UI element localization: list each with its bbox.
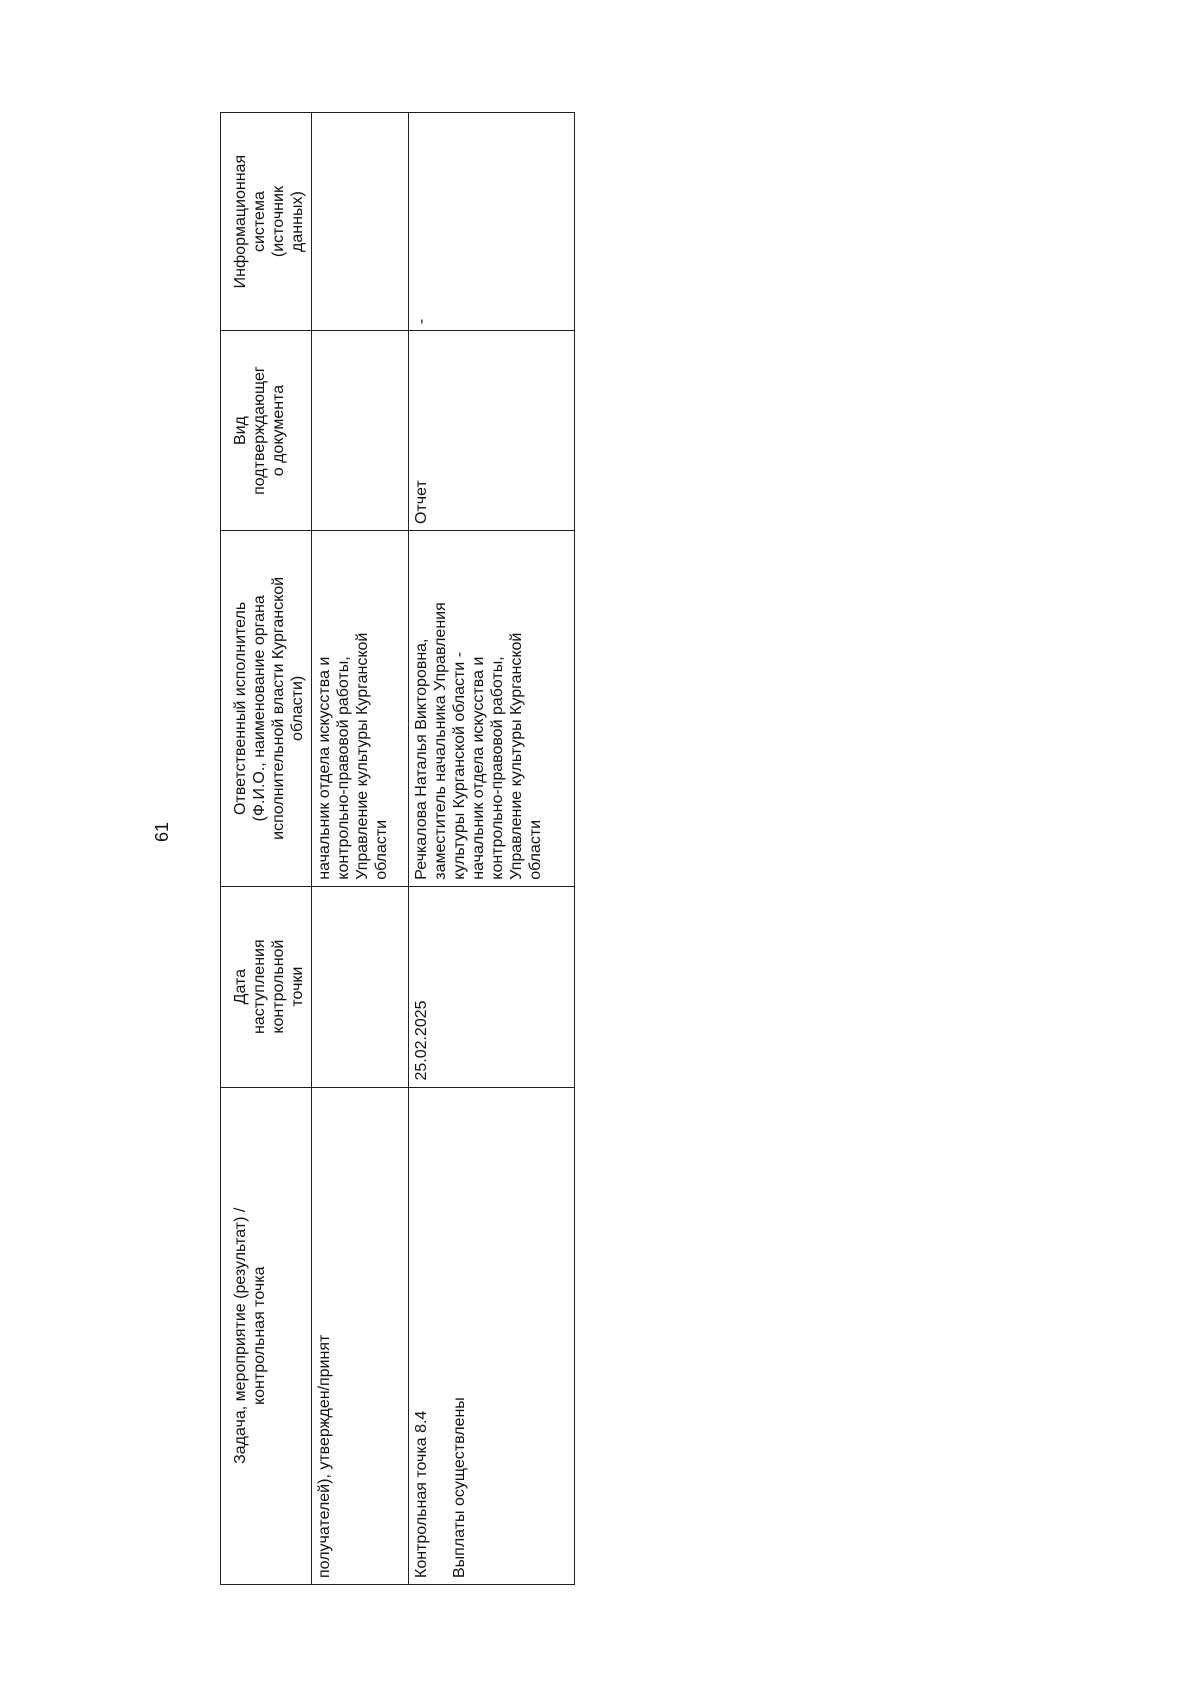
control-point-title: Контрольная точка 8.4 xyxy=(413,1410,431,1578)
table-row xyxy=(409,113,575,1585)
table-row xyxy=(312,113,409,1585)
control-point-text: Выплаты осуществлены xyxy=(451,1397,469,1578)
header-document: Вид подтверждающег о документа xyxy=(221,331,312,531)
cell-date: 25.02.2025 xyxy=(409,886,575,1087)
header-responsible: Ответственный исполнитель (Ф.И.О., наименование органа исполнительной власти Курганской области) xyxy=(221,530,312,886)
cell-responsible: Речкалова Наталья Викторовна, заместитель начальника Управления культуры Курганской области - начальник отдела искусства и контрольно-правовой работы, Управление культуры Курганской области xyxy=(409,530,575,886)
header-task: Задача, мероприятие (результат) / контрольная точка xyxy=(221,1087,312,1584)
control-points-table xyxy=(220,112,575,1585)
cell-document xyxy=(312,331,409,531)
header-system: Информационная система (источник данных) xyxy=(221,113,312,331)
cell-document: Отчет xyxy=(409,331,575,531)
cell-system xyxy=(312,113,409,331)
header-date: Дата наступления контрольной точки xyxy=(221,886,312,1087)
cell-date xyxy=(312,886,409,1087)
cell-task: получателей), утвержден/принят xyxy=(312,1087,409,1584)
cell-responsible: начальник отдела искусства и контрольно-правовой работы, Управление культуры Курганской области xyxy=(312,530,409,886)
table-header-row xyxy=(221,113,312,1585)
cell-task xyxy=(409,1087,575,1584)
cell-system: - xyxy=(409,113,575,331)
page-number: 61 xyxy=(152,821,172,843)
